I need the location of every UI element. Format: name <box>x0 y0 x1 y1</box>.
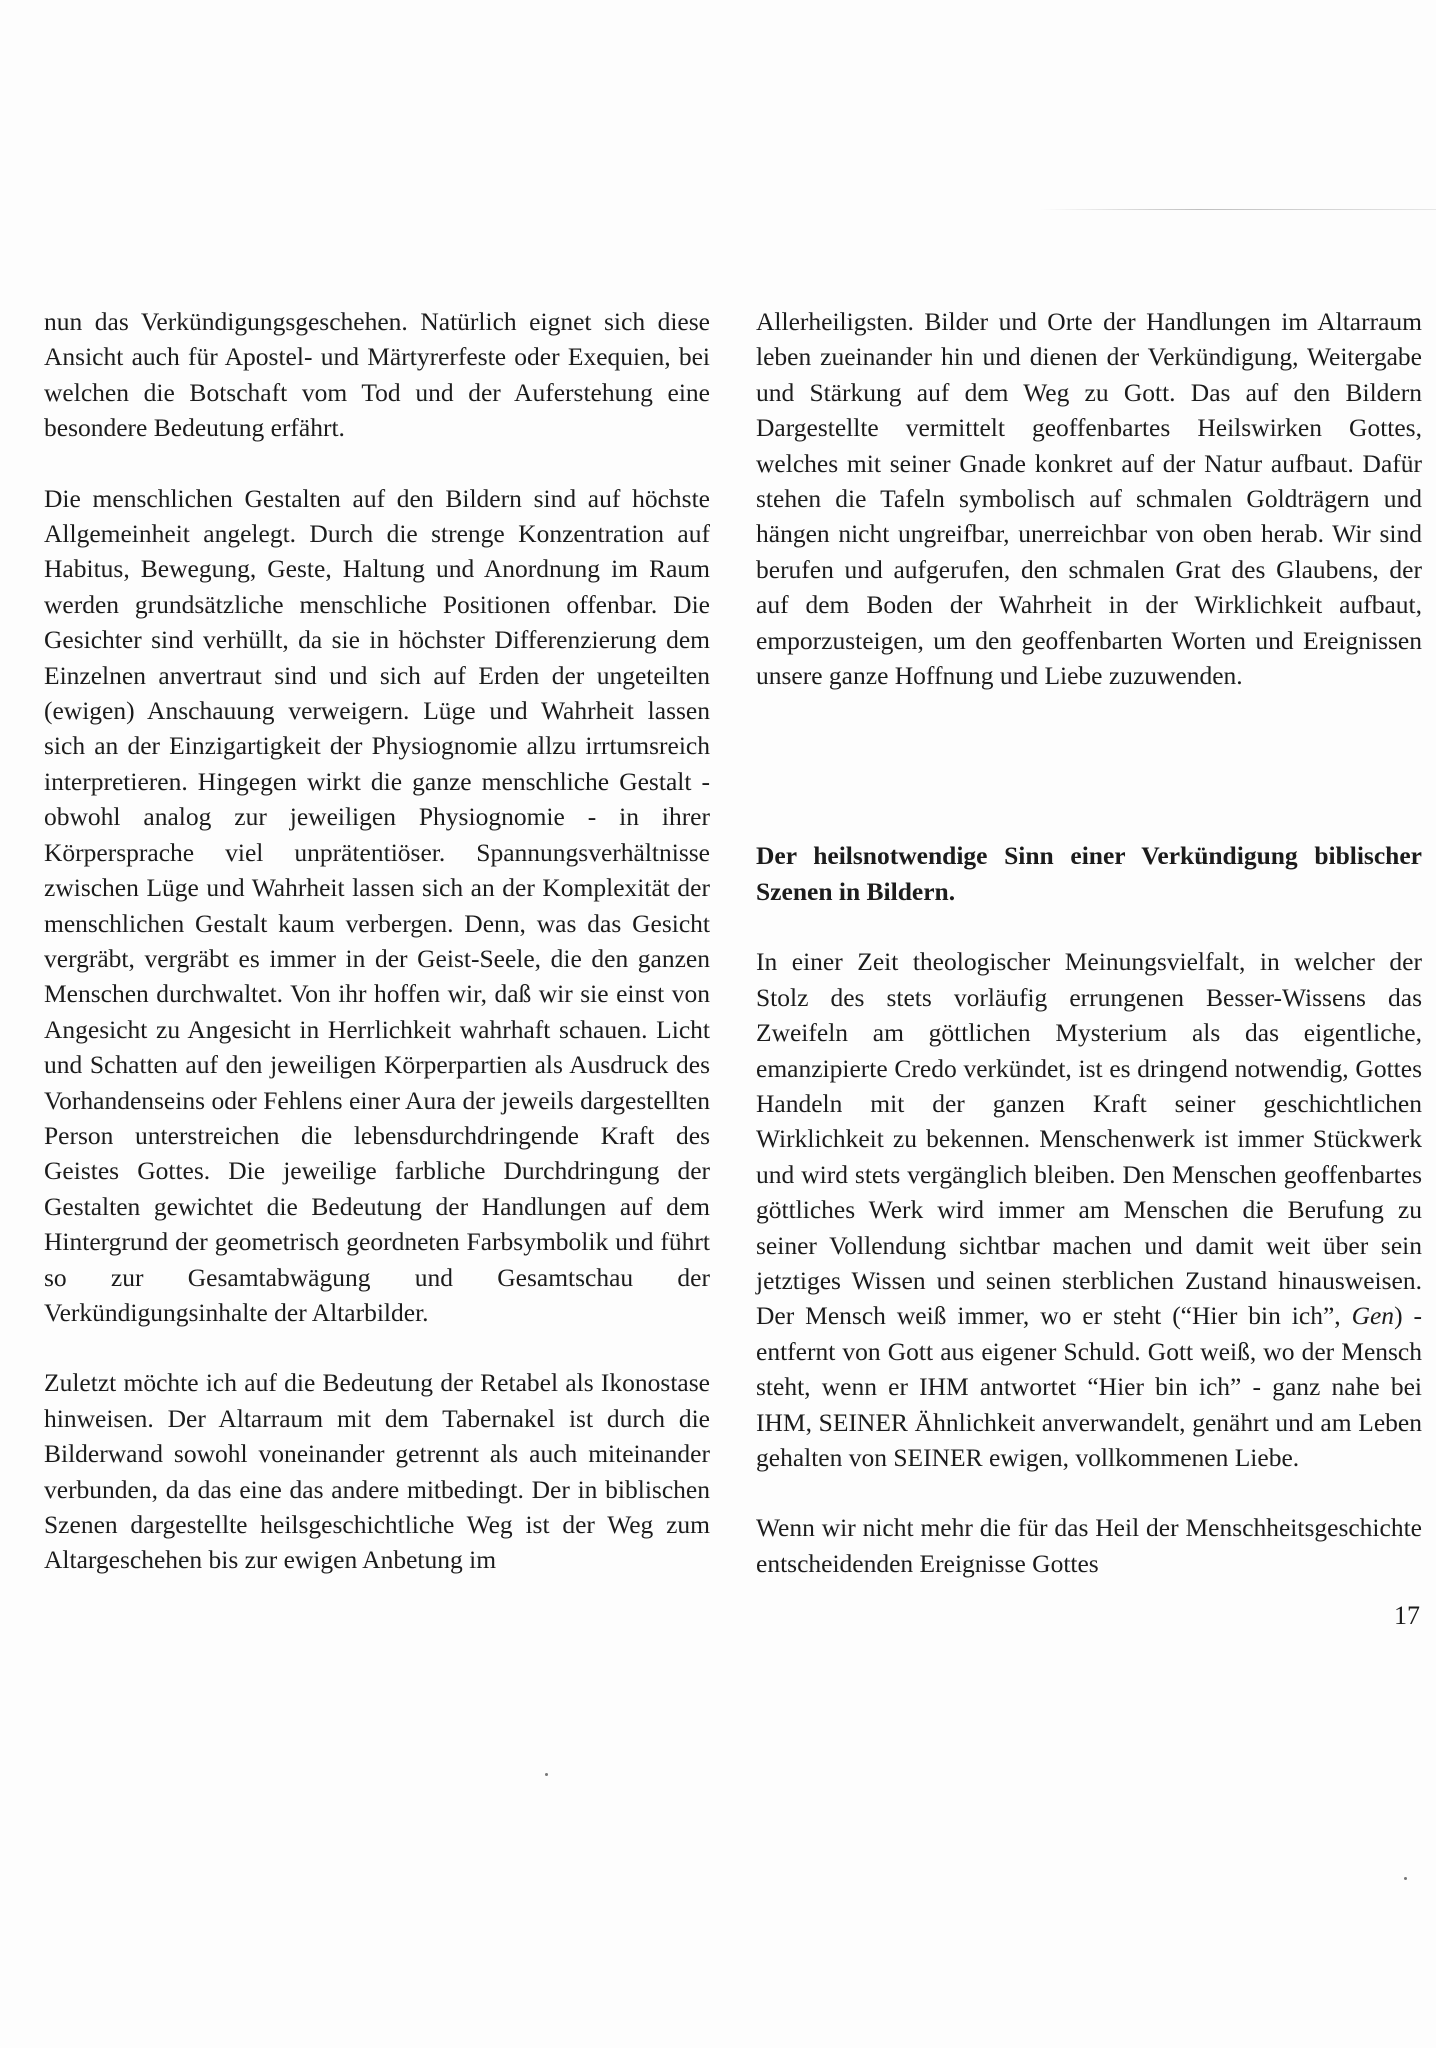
paragraph-text: In einer Zeit theologischer Meinungsvielfalt, in welcher der Stolz des stets vorläufig errungenen Besser-Wissens das Zweifeln am göttlichen Mysterium als das eigentliche, emanzipierte Credo verkündet, ist es dringend notwendig, Gottes Handeln mit der ganzen Kraft seiner geschichtlichen Wirklichkeit zu bekennen. Menschenwerk ist immer Stückwerk und wird stets vergänglich bleiben. Den Menschen geoffenbartes göttliches Werk wird immer am Menschen die Berufung zu seiner Vollendung sichtbar machen und damit weit über sein jetztiges Wissen und seinen sterblichen Zustand hinausweisen. Der Mensch weiß immer, wo er steht (“Hier bin ich”, <box>756 947 1422 1331</box>
scan-speck <box>545 1773 548 1776</box>
paragraph: Allerheiligsten. Bilder und Orte der Handlungen im Altarraum leben zueinander hin und dienen der Verkündigung, Weitergabe und Stärkung auf dem Weg zu Gott. Das auf den Bildern Dargestellte vermittelt geoffenbartes Heilswirken Gottes, welches mit seiner Gnade konkret auf der Natur aufbaut. Dafür stehen die Tafeln symbolisch auf schmalen Goldträgern und hängen nicht ungreifbar, unerreichbar von oben herab. Wir sind berufen und aufgerufen, den schmalen Grat des Glaubens, der auf dem Boden der Wahrheit in der Wirklichkeit aufbaut, emporzusteigen, um den geoffenbarten Worten und Ereignissen unsere ganze Hoffnung und Liebe zuzuwenden. <box>756 307 1422 691</box>
scan-artifact-line <box>1040 209 1436 210</box>
emphasis-text: Gen <box>1351 1301 1395 1331</box>
paragraph: nun das Verkündigungsgeschehen. Natürlich eignet sich diese Ansicht auch für Apostel- und Märtyrerfeste oder Exequien, bei welchen die Botschaft vom Tod und der Auferstehung eine besondere Bedeutung erfährt. <box>44 307 710 443</box>
paragraph <box>756 944 1422 1475</box>
paragraph-text: ) - entfernt von Gott aus eigener Schuld. Gott weiß, wo der Mensch steht, wenn er IHM antwortet “Hier bin ich” - ganz nahe bei IHM, SEINER Ähnlichkeit anverwandelt, genährt und am Leben gehalten von SEINER ewigen, vollkommenen Liebe. <box>756 1301 1422 1472</box>
left-column <box>44 304 710 1578</box>
right-column <box>756 304 1422 1581</box>
paragraph: Zuletzt möchte ich auf die Bedeutung der Retabel als Ikonostase hinweisen. Der Altarraum mit dem Tabernakel ist durch die Bilderwand sowohl voneinander getrennt als auch miteinander verbunden, da das eine das andere mitbedingt. Der in biblischen Szenen dargestellte heilsgeschichtliche Weg ist der Weg zum Altargeschehen bis zur ewigen Anbetung im <box>44 1368 710 1575</box>
paragraph: Wenn wir nicht mehr die für das Heil der Menschheitsgeschichte entscheidenden Ereignisse Gottes <box>756 1513 1422 1578</box>
section-heading: Der heilsnotwendige Sinn einer Verkündigung biblischer Szenen in Bildern. <box>756 841 1422 906</box>
page-number: 17 <box>1394 1601 1420 1630</box>
scan-speck <box>1404 1877 1407 1880</box>
paragraph: Die menschlichen Gestalten auf den Bildern sind auf höchste Allgemeinheit angelegt. Durch die strenge Konzentration auf Habitus, Bewegung, Geste, Haltung und Anordnung im Raum werden grundsätzliche menschliche Positionen offenbar. Die Gesichter sind verhüllt, da sie in höchster Differenzierung dem Einzelnen anvertraut sind und sich auf Erden der ungeteilten (ewigen) Anschauung verweigern. Lüge und Wahrheit lassen sich an der Einzigartigkeit der Physiognomie allzu irrtumsreich interpretieren. Hingegen wirkt die ganze menschliche Gestalt - obwohl analog zur jeweiligen Physiognomie - in ihrer Körpersprache viel unprätentiöser. Spannungsverhältnisse zwischen Lüge und Wahrheit lassen sich an der Komplexität der menschlichen Gestalt kaum verbergen. Denn, was das Gesicht vergräbt, vergräbt es immer in der Geist-Seele, die den ganzen Menschen durchwaltet. Von ihr hoffen wir, daß wir sie einst von Angesicht zu Angesicht in Herrlichkeit wahrhaft schauen. Licht und Schatten auf den jeweiligen Körperpartien als Ausdruck des Vorhandenseins oder Fehlens einer Aura der jeweils dargestellten Person unterstreichen die lebensdurchdringende Kraft des Geistes Gottes. Die jeweilige farbliche Durchdringung der Gestalten gewichtet die Bedeutung der Handlungen auf dem Hintergrund der geometrisch geordneten Farbsymbolik und führt so zur Gesamtabwägung und Gesamtschau der Verkündigungsinhalte der Altarbilder. <box>44 483 710 1327</box>
